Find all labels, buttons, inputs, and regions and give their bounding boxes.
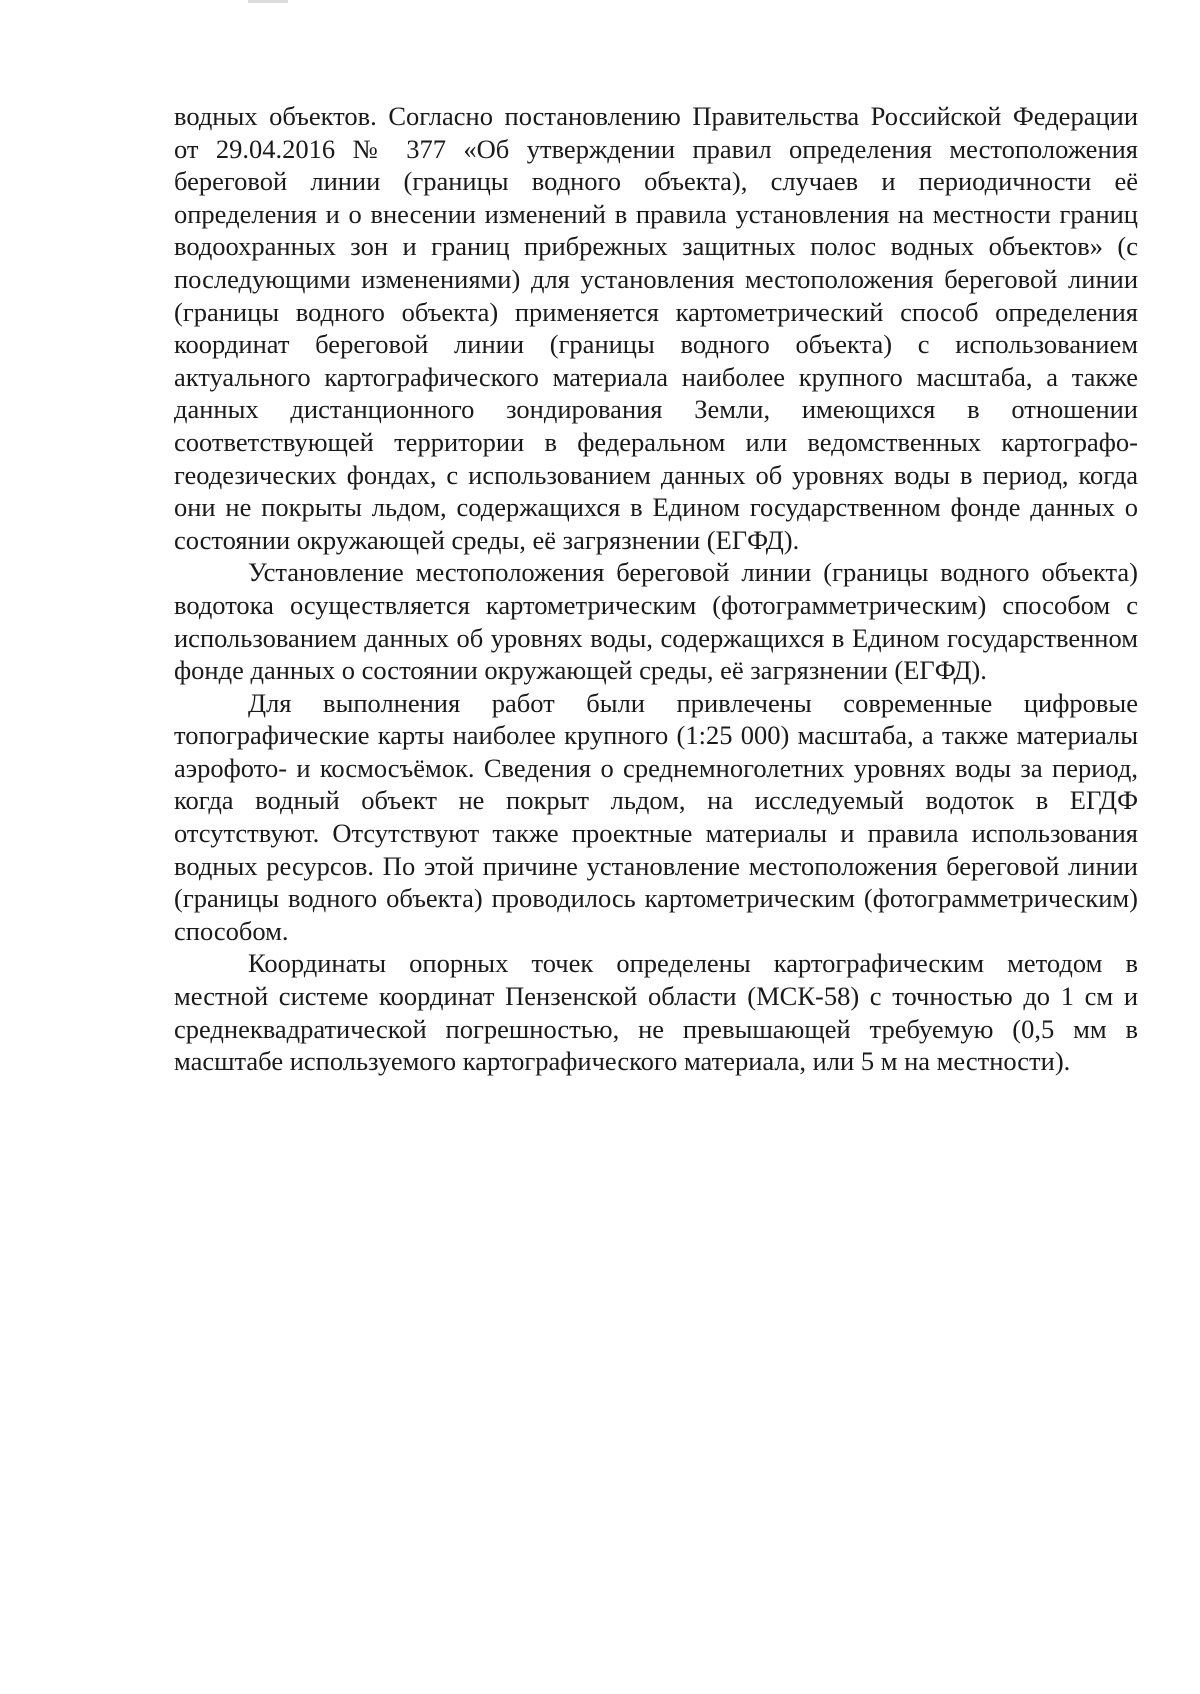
paragraph-3: Для выполнения работ были привлечены современные цифровые топографические карты наиболее крупного (1:25 000) масштаба, а также материалы аэрофото- и космосъёмок. Сведения о среднемноголетних уровнях воды за период, когда водный объект не покрыт льдом, на исследуемый водоток в ЕГДФ отсутствуют. Отсутствуют также проектные материалы и правила использования водных ресурсов. По этой причине установление местоположения береговой линии (границы водного объекта) проводилось картометрическим (фотограмметрическим) способом. xyxy=(174,687,1138,946)
paragraph-2: Установление местоположения береговой линии (границы водного объекта) водотока осуществляется картометрическим (фотограмметрическим) способом с использованием данных об уровнях воды, содержащихся в Едином государственном фонде данных о состоянии окружающей среды, её загрязнении (ЕГФД). xyxy=(174,557,1138,686)
paragraph-4: Координаты опорных точек определены картографическим методом в местной системе координат Пензенской области (МСК-58) с точностью до 1 см и среднеквадратической погрешностью, не превышающей требуемую (0,5 мм в масштабе используемого картографического материала, или 5 м на местности). xyxy=(174,948,1138,1077)
document-body xyxy=(174,100,1138,1078)
paragraph-1: водных объектов. Согласно постановлению Правительства Российской Федерации от 29.04.2016 № 377 «Об утверждении правил определения местоположения береговой линии (границы водного объекта), случаев и периодичности её определения и о внесении изменений в правила установления на местности границ водоохранных зон и границ прибрежных защитных полос водных объектов» (с последующими изменениями) для установления местоположения береговой линии (границы водного объекта) применяется картометрический способ определения координат береговой линии (границы водного объекта) с использованием актуального картографического материала наиболее крупного масштаба, а также данных дистанционного зондирования Земли, имеющихся в отношении соответствующей территории в федеральном или ведомственных картографо-геодезических фондах, с использованием данных об уровнях воды в период, когда они не покрыты льдом, содержащихся в Едином государственном фонде данных о состоянии окружающей среды, её загрязнении (ЕГФД). xyxy=(174,101,1138,555)
scan-artifact xyxy=(248,0,288,3)
